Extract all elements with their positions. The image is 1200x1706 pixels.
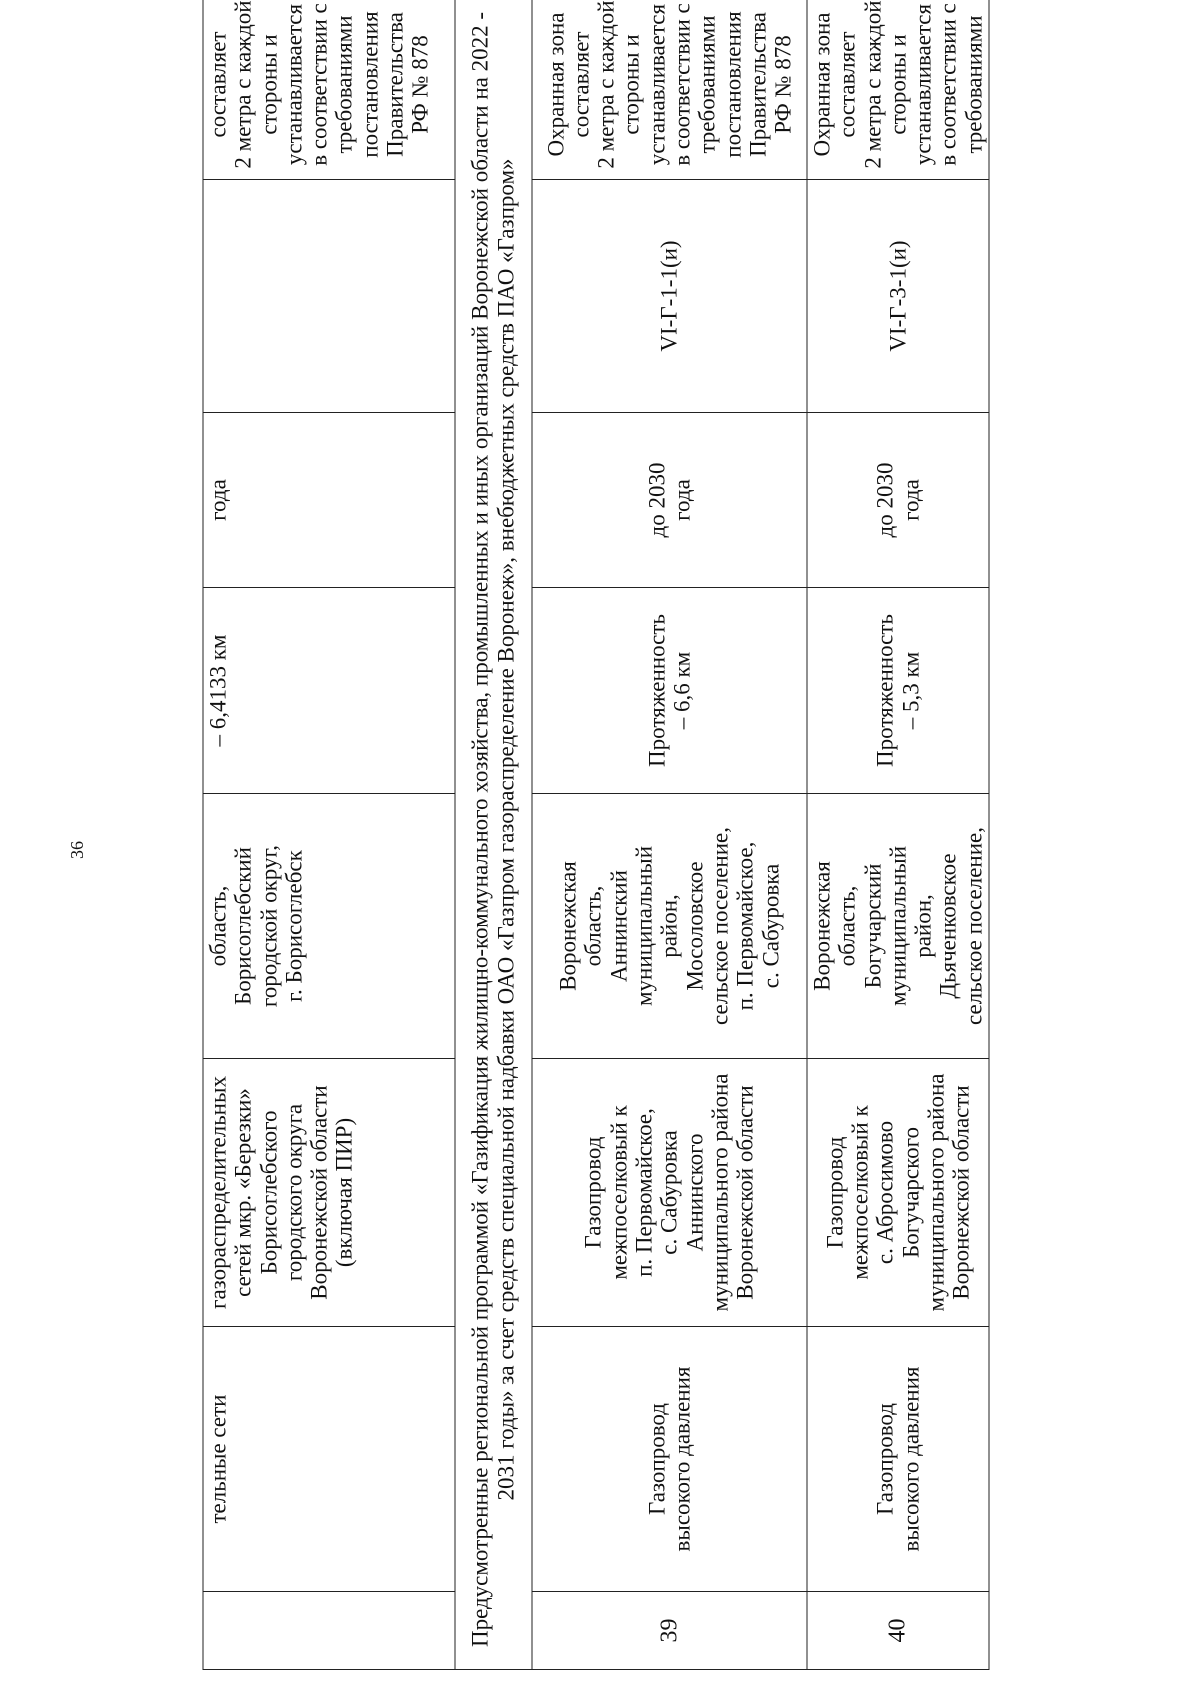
cell-zone: Охранная зона составляет 2 метра с каждой стороны и устанавливается в соответствии с требованиями (807, 0, 989, 180)
cell-type: тельные сети (203, 1327, 455, 1592)
cell-num: 39 (532, 1592, 807, 1670)
cell-num: 40 (807, 1592, 989, 1670)
cell-location: Воронежская область, Аннинский муниципальный район, Мосоловское сельское поселение, п. Первомайское, с. Сабуровка (532, 794, 807, 1059)
cell-num (203, 1592, 455, 1670)
cell-name: Газопровод межпоселковый к с. Абросимово Богучарского муниципального района Воронежской области (807, 1059, 989, 1327)
table-row-continuation (203, 0, 455, 1670)
cell-term: до 2030 года (807, 413, 989, 588)
cell-zone: Охранная зона составляет 2 метра с каждой стороны и устанавливается в соответствии с требованиями постановления Правительства РФ № 878 (532, 0, 807, 180)
section-header: Предусмотренные региональной программой «Газификация жилищно-коммунального хозяйства, промышленных и иных организаций Воронежской области на 2022 - 2031 годы» за счет средств специальной надбавки ОАО «Газпром газораспределение Воронеж», внебюджетных средств ПАО «Газпром» (455, 0, 532, 1670)
cell-code: VI-Г-1-1(и) (532, 180, 807, 413)
gas-network-table (203, 0, 990, 1670)
table-section-row (455, 0, 532, 1670)
cell-name: газораспределительных сетей мкр. «Березки» Борисоглебского городского округа Воронежской области (включая ПИР) (203, 1059, 455, 1327)
cell-length: Протяженность – 5,3 км (807, 588, 989, 794)
page-number: 36 (67, 841, 87, 859)
cell-zone: составляет 2 метра с каждой стороны и устанавливается в соответствии с требованиями постановления Правительства РФ № 878 (203, 0, 455, 180)
cell-length: – 6,4133 км (203, 588, 455, 794)
cell-length: Протяженность – 6,6 км (532, 588, 807, 794)
cell-code: VI-Г-3-1(и) (807, 180, 989, 413)
cell-location: область, Борисоглебский городской округ, г. Борисоглебск (203, 794, 455, 1059)
cell-type: Газопровод высокого давления (807, 1327, 989, 1592)
table-row (807, 0, 989, 1670)
rotated-table-container (203, 0, 987, 1670)
cell-code (203, 180, 455, 413)
cell-term: до 2030 года (532, 413, 807, 588)
cell-type: Газопровод высокого давления (532, 1327, 807, 1592)
cell-location: Воронежская область, Богучарский муниципальный район, Дьяченковское сельское поселение, (807, 794, 989, 1059)
table-row (532, 0, 807, 1670)
cell-term: года (203, 413, 455, 588)
cell-name: Газопровод межпоселковый к п. Первомайское, с. Сабуровка Аннинского муниципального района Воронежской области (532, 1059, 807, 1327)
